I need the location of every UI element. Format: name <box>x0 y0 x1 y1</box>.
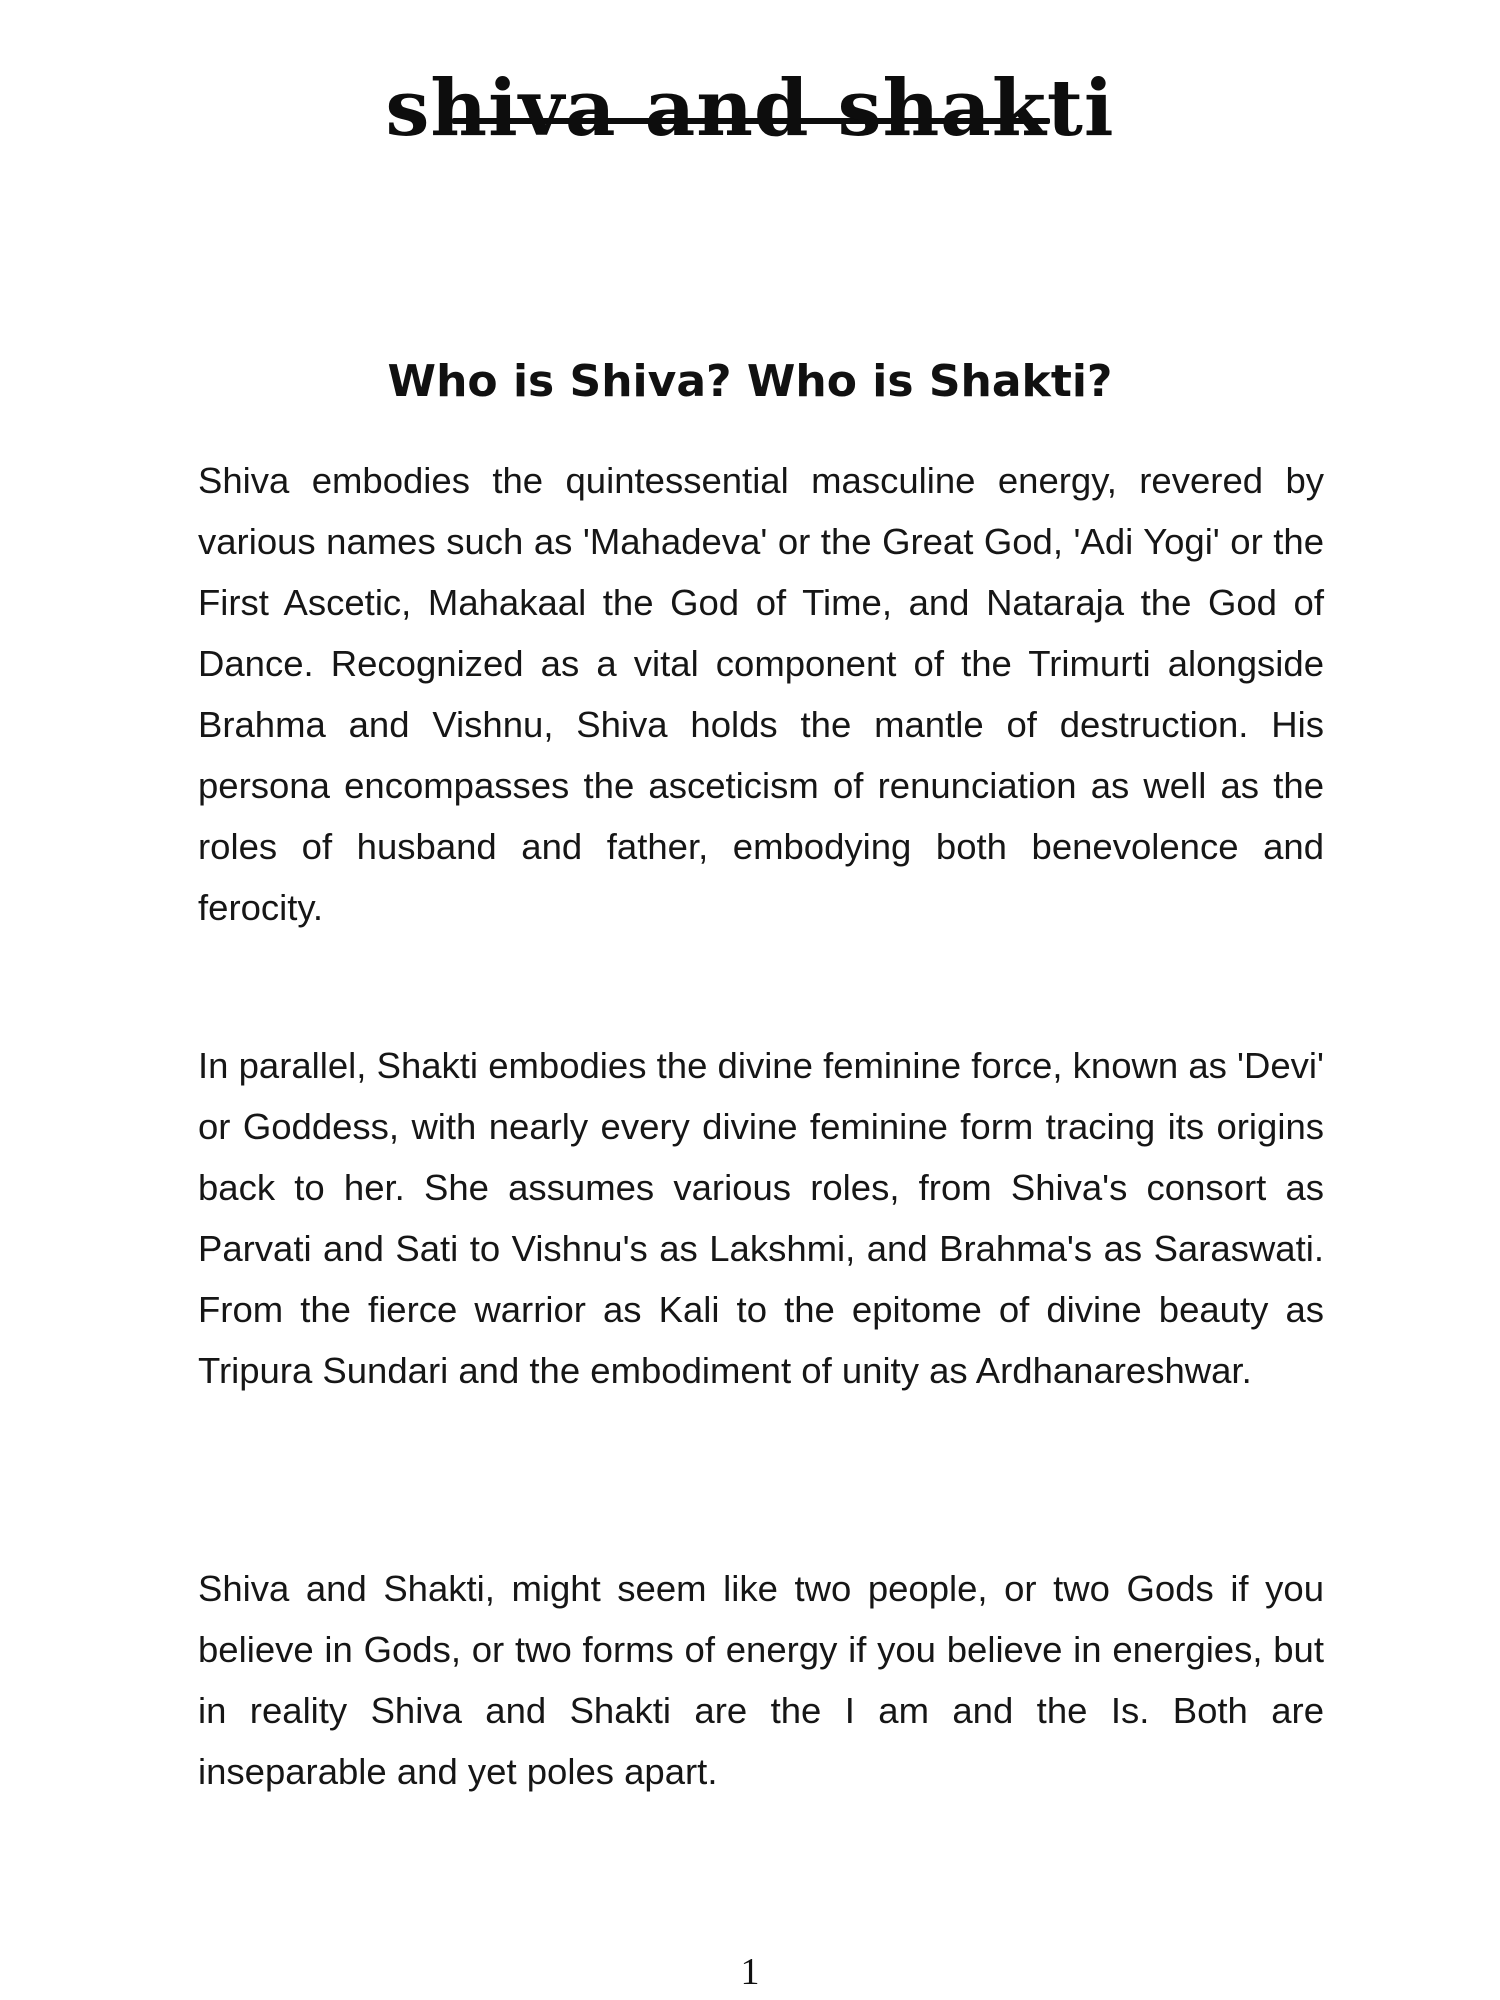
paragraph-unity: Shiva and Shakti, might seem like two people, or two Gods if you believe in Gods, or two forms of energy if you believe in energies, but in reality Shiva and Shakti are the I am and the Is. Both are inseparable and yet poles apart. <box>198 1568 1324 1792</box>
page-number: 1 <box>740 1951 760 1993</box>
book-title: shiva and shakti <box>385 63 1115 154</box>
chapter-heading: Who is Shiva? Who is Shakti? <box>387 356 1113 407</box>
paragraph-shiva: Shiva embodies the quintessential masculine energy, revered by various names such as 'Mahadeva' or the Great God, 'Adi Yogi' or the First Ascetic, Mahakaal the God of Time, and Nataraja the God of Dance. Recognized as a vital component of the Trimurti alongside Brahma and Vishnu, Shiva holds the mantle of destruction. His persona encompasses the asceticism of renunciation as well as the roles of husband and father, embodying both benevolence and ferocity. <box>198 460 1324 928</box>
paragraph-shakti: In parallel, Shakti embodies the divine feminine force, known as 'Devi' or Goddess, with nearly every divine feminine form tracing its origins back to her. She assumes various roles, from Shiva's consort as Parvati and Sati to Vishnu's as Lakshmi, and Brahma's as Saraswati. From the fierce warrior as Kali to the epitome of divine beauty as Tripura Sundari and the embodiment of unity as Ardhanareshwar. <box>198 1045 1324 1391</box>
